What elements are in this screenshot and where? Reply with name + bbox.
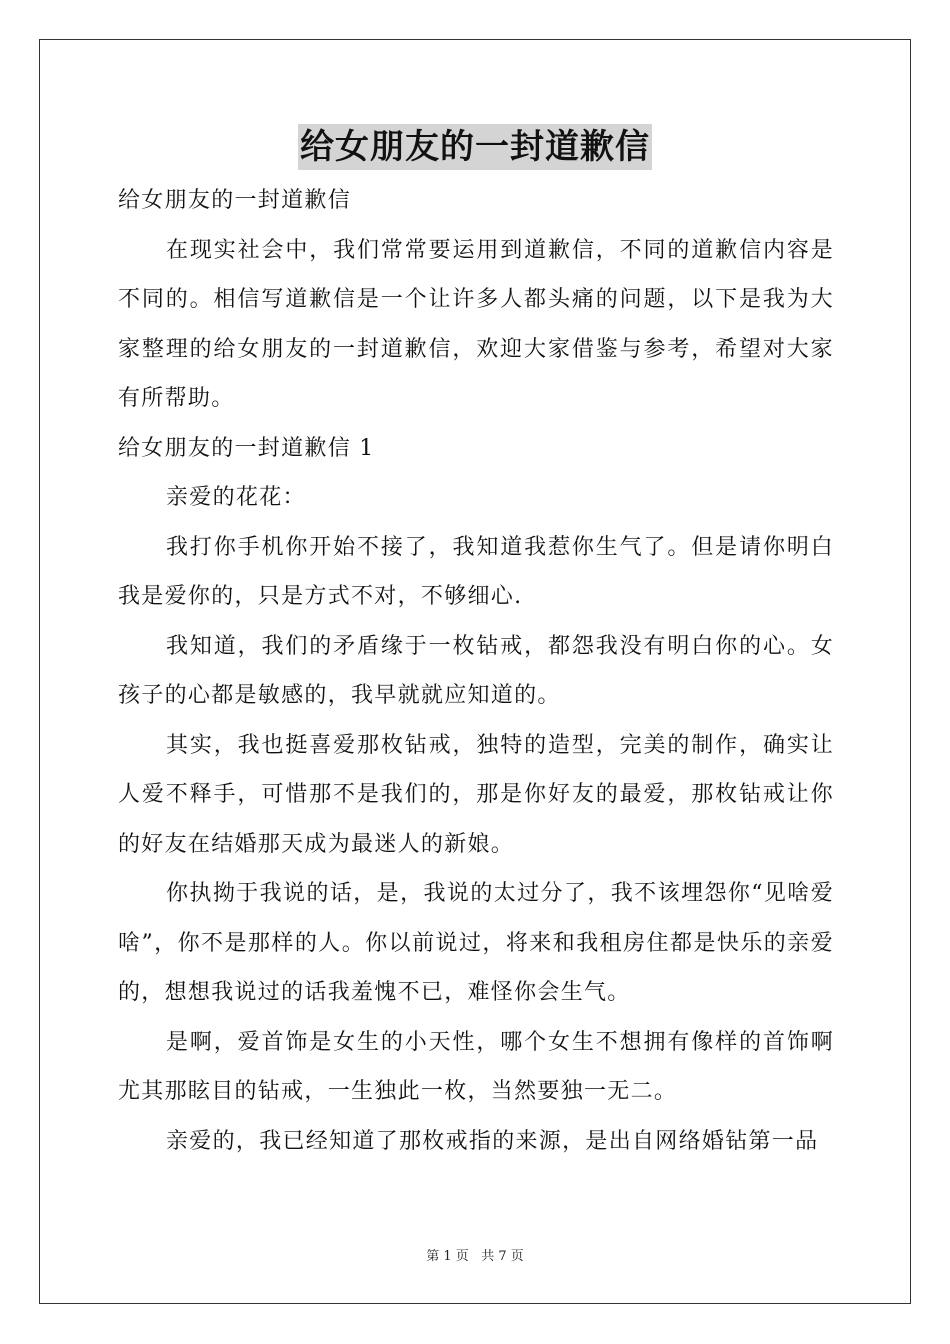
paragraph: 在现实社会中，我们常常要运用到道歉信，不同的道歉信内容是不同的。相信写道歉信是一个让许多人都头痛的问题，以下是我为大家整理的给女朋友的一封道歉信，欢迎大家借鉴与参考，希望对大家有所帮助。: [118, 237, 834, 411]
document-title: 给女朋友的一封道歉信: [298, 124, 652, 170]
paragraph: 给女朋友的一封道歉信: [118, 188, 352, 213]
paragraph: 给女朋友的一封道歉信 1: [118, 435, 375, 461]
paragraph: 其实，我也挺喜爱那枚钻戒，独特的造型，完美的制作，确实让人爱不释手，可惜那不是我们的，那是你好友的最爱，那枚钻戒让你的好友在结婚那天成为最迷人的新娘。: [118, 732, 834, 857]
page-number: 第 1 页: [426, 1249, 469, 1264]
paragraph: 我知道，我们的矛盾缘于一枚钻戒，都怨我没有明白你的心。女孩子的心都是敏感的，我早就就应知道的。: [118, 633, 834, 708]
page-footer: [0, 1248, 950, 1266]
page-total: 共 7 页: [481, 1249, 524, 1264]
paragraph: 你执拗于我说的话，是，我说的太过分了，我不该埋怨你“见啥爱啥”，你不是那样的人。你以前说过，将来和我租房住都是快乐的亲爱的，想想我说过的话我羞愧不已，难怪你会生气。: [118, 881, 834, 1005]
document-body: [118, 176, 834, 1166]
title-container: [0, 124, 950, 170]
paragraph: 我打你手机你开始不接了，我知道我惹你生气了。但是请你明白我是爱你的，只是方式不对，不够细心.: [118, 534, 834, 609]
paragraph: 是啊，爱首饰是女生的小天性，哪个女生不想拥有像样的首饰啊尤其那眩目的钻戒，一生独此一枚，当然要独一无二。: [118, 1029, 834, 1104]
paragraph: 亲爱的，我已经知道了那枚戒指的来源，是出自网络婚钻第一品: [166, 1128, 819, 1154]
paragraph: 亲爱的花花：: [166, 485, 306, 510]
